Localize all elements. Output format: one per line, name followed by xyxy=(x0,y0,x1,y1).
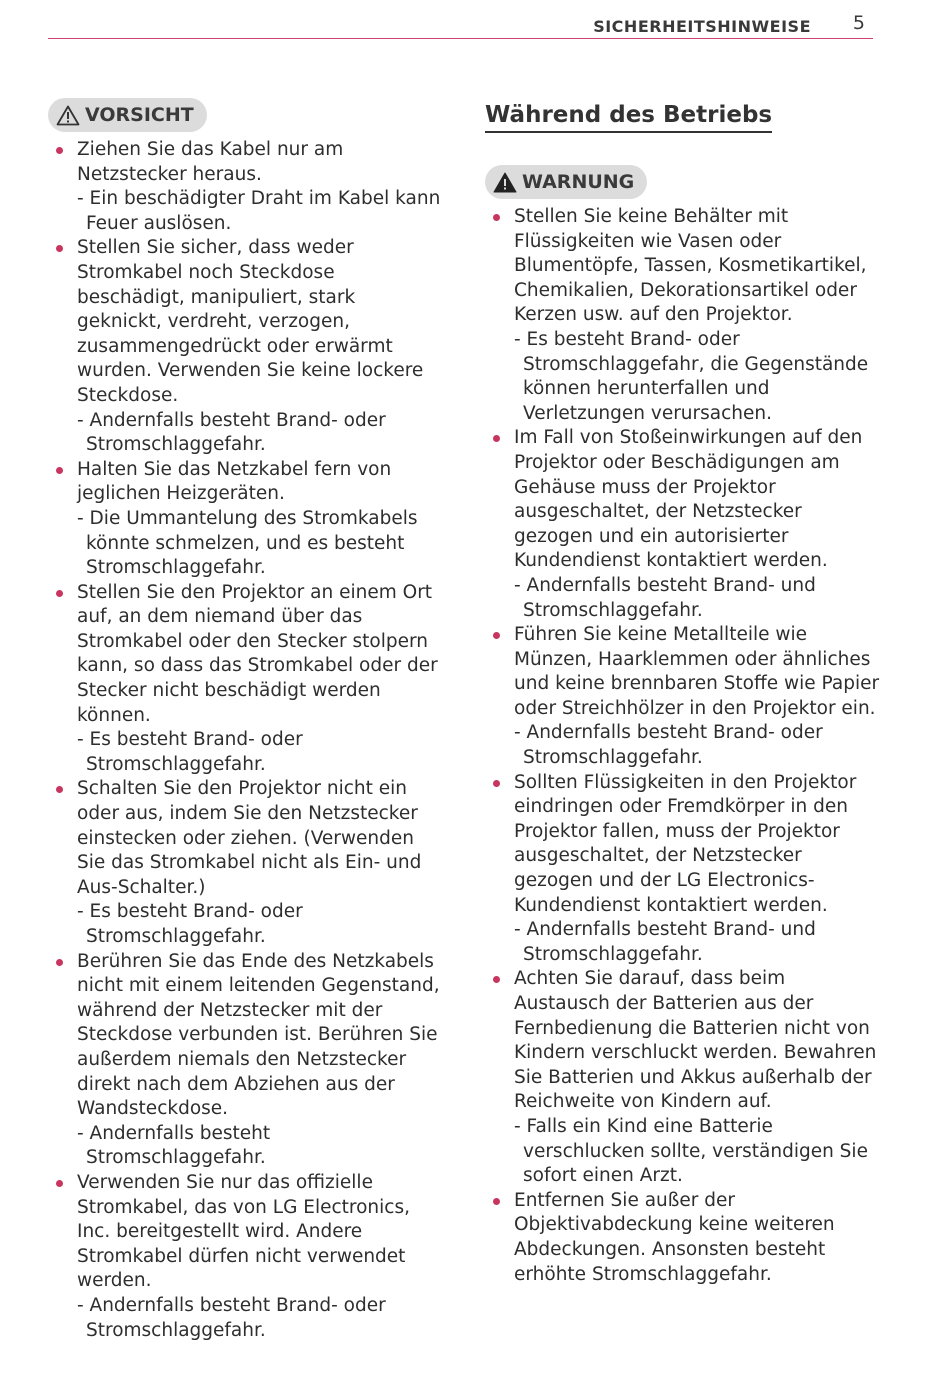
bullet-icon xyxy=(493,214,500,221)
bullet-icon xyxy=(56,959,63,966)
list-item xyxy=(485,426,880,623)
list-item xyxy=(48,777,443,949)
item-text: Verwenden Sie nur das offizielle Stromkabel, das von LG Electronics, Inc. bereitgestellt wird. Andere Stromkabel dürfen nicht verwendet werden. xyxy=(77,1171,410,1292)
list-item xyxy=(485,1189,880,1287)
list-item xyxy=(485,771,880,968)
item-text: Stellen Sie den Projektor an einem Ort auf, an dem niemand über das Stromkabel oder den Stecker stolpern kann, so dass das Stromkabel oder der Stecker nicht beschädigt werden können. xyxy=(77,581,438,726)
list-item xyxy=(485,967,880,1188)
item-text: Ziehen Sie das Kabel nur am Netzstecker heraus. xyxy=(77,139,344,185)
item-note: - Ein beschädigter Draht im Kabel kann Feuer auslösen. xyxy=(77,188,441,234)
item-note: - Andernfalls besteht Brand- oder Stromschlaggefahr. xyxy=(77,1294,386,1341)
item-note: - Andernfalls besteht Brand- oder Stromschlaggefahr. xyxy=(77,409,386,456)
item-text: Entfernen Sie außer der Objektivabdeckung keine weiteren Abdeckungen. Ansonsten besteht erhöhte Stromschlaggefahr. xyxy=(514,1189,835,1285)
warning-list xyxy=(485,205,880,1287)
list-item xyxy=(48,236,443,457)
caution-label xyxy=(48,98,207,132)
list-item xyxy=(485,623,880,771)
item-text: Stellen Sie sicher, dass weder Stromkabel noch Steckdose beschädigt, manipuliert, stark geknickt, verdreht, verzogen, zusammengedrückt oder erwärmt wurden. Verwenden Sie keine lockere Steckdose. xyxy=(77,237,424,406)
bullet-icon xyxy=(493,632,500,639)
item-note: - Andernfalls besteht Brand- und Stromschlaggefahr. xyxy=(514,574,816,621)
item-note: - Andernfalls besteht Stromschlaggefahr. xyxy=(77,1122,271,1169)
bullet-icon xyxy=(493,435,500,442)
item-note: - Falls ein Kind eine Batterie verschlucken sollte, verständigen Sie sofort einen Arzt. xyxy=(514,1115,868,1187)
item-note: - Es besteht Brand- oder Stromschlaggefahr. xyxy=(77,901,303,947)
bullet-icon xyxy=(56,1180,63,1187)
bullet-icon xyxy=(56,786,63,793)
bullet-icon xyxy=(56,590,63,597)
list-item xyxy=(48,138,443,236)
item-text: Schalten Sie den Projektor nicht ein oder aus, indem Sie den Netzstecker einstecken oder ziehen. (Verwenden Sie das Stromkabel nicht als Ein- und Aus-Schalter.) xyxy=(77,778,422,898)
list-item xyxy=(48,950,443,1171)
item-text: Sollten Flüssigkeiten in den Projektor eindringen oder Fremdkörper in den Projektor fallen, muss der Projektor ausgeschaltet, der Netzstecker gezogen und der LG Electronics-Kundendienst kontaktiert werden. xyxy=(514,771,857,916)
left-column xyxy=(48,98,443,1343)
section-title: Während des Betriebs xyxy=(485,100,772,133)
item-text: Führen Sie keine Metallteile wie Münzen, Haarklemmen oder ähnliches und keine brennbaren Stoffe wie Papier oder Streichhölzer in den Projektor ein. xyxy=(514,624,880,719)
caution-icon xyxy=(56,105,80,126)
bullet-icon xyxy=(493,976,500,983)
list-item xyxy=(48,1171,443,1343)
bullet-icon xyxy=(56,245,63,252)
item-note: - Es besteht Brand- oder Stromschlaggefahr. xyxy=(77,729,303,775)
list-item xyxy=(485,205,880,426)
bullet-icon xyxy=(56,467,63,474)
item-note: - Andernfalls besteht Brand- oder Stromschlaggefahr. xyxy=(514,722,823,769)
warning-label-text: WARNUNG xyxy=(522,171,635,193)
list-item xyxy=(48,581,443,778)
bullet-icon xyxy=(56,147,63,154)
header-title: SICHERHEITSHINWEISE xyxy=(593,17,811,36)
item-text: Berühren Sie das Ende des Netzkabels nicht mit einem leitenden Gegenstand, während der Netzstecker mit der Steckdose verbunden ist. Berühren Sie außerdem niemals den Netzstecker direkt nach dem Abziehen aus der Wandsteckdose. xyxy=(77,950,440,1120)
item-text: Im Fall von Stoßeinwirkungen auf den Projektor oder Beschädigungen am Gehäuse muss der Projektor ausgeschaltet, der Netzstecker gezogen und ein autorisierter Kundendienst kontaktiert werden. xyxy=(514,427,863,572)
right-column xyxy=(485,100,880,1287)
item-text: Achten Sie darauf, dass beim Austausch der Batterien aus der Fernbedienung die Batterien nicht von Kindern verschluckt werden. Bewahren Sie Batterien und Akkus außerhalb der Reichweite von Kindern auf. xyxy=(514,968,877,1113)
warning-icon xyxy=(493,172,517,193)
item-note: - Andernfalls besteht Brand- und Stromschlaggefahr. xyxy=(514,919,816,965)
bullet-icon xyxy=(493,1198,500,1205)
list-item xyxy=(48,458,443,581)
caution-label-text: VORSICHT xyxy=(85,104,194,126)
page-header xyxy=(48,0,873,39)
item-note: - Die Ummantelung des Stromkabels könnte schmelzen, und es besteht Stromschlaggefahr. xyxy=(77,507,418,579)
bullet-icon xyxy=(493,780,500,787)
page-number: 5 xyxy=(852,12,865,34)
warning-label xyxy=(485,165,647,199)
item-text: Stellen Sie keine Behälter mit Flüssigkeiten wie Vasen oder Blumentöpfe, Tassen, Kosmetikartikel, Chemikalien, Dekorationsartikel oder Kerzen usw. auf den Projektor. xyxy=(514,206,867,326)
item-note: - Es besteht Brand- oder Stromschlaggefahr, die Gegenstände können herunterfallen und Verletzungen verursachen. xyxy=(514,328,869,424)
item-text: Halten Sie das Netzkabel fern von jeglichen Heizgeräten. xyxy=(77,458,392,505)
caution-list xyxy=(48,138,443,1343)
